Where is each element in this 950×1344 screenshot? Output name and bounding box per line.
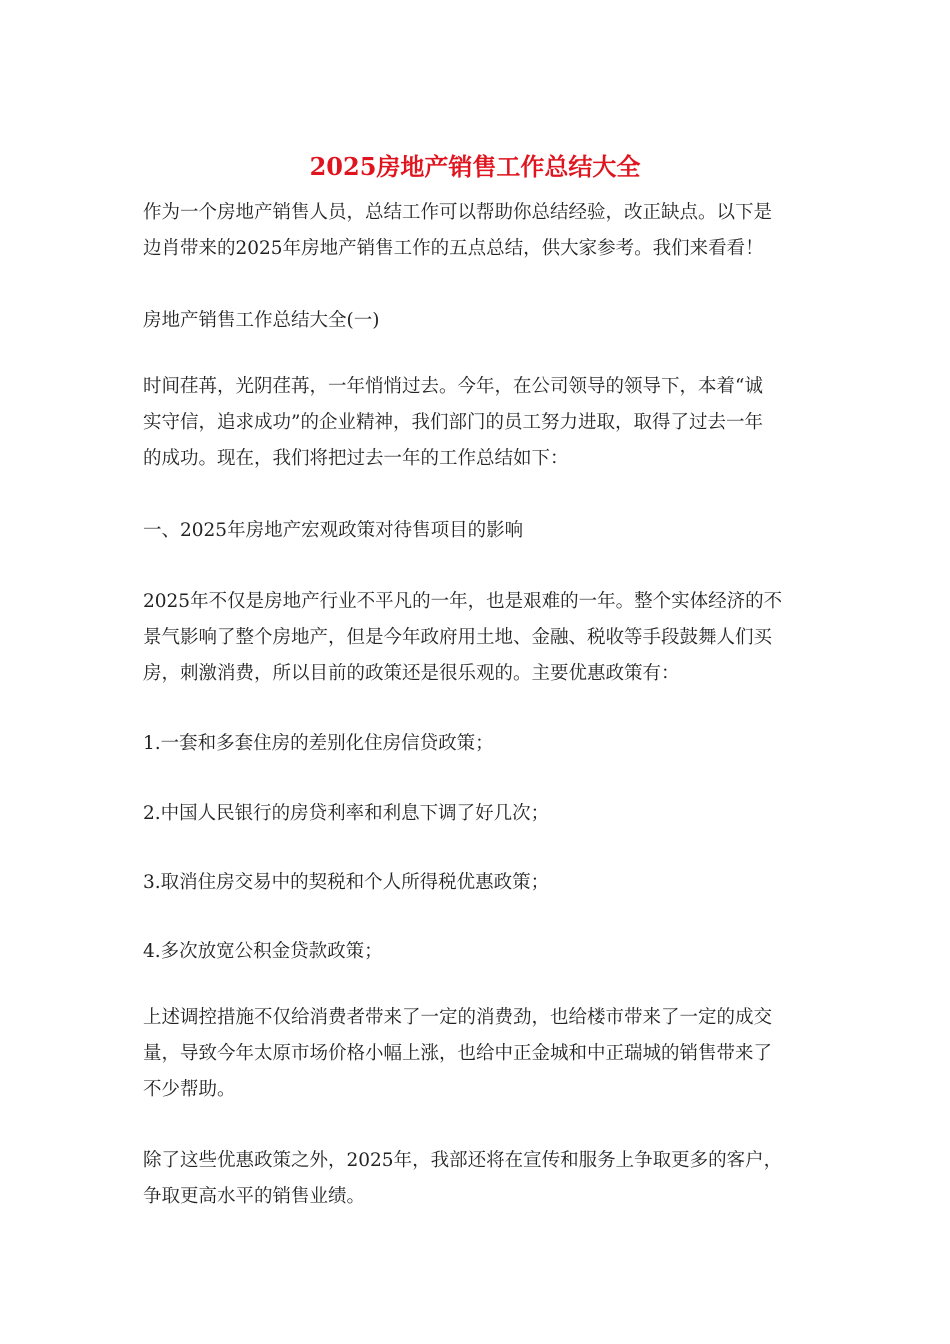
- effect-line: 不少帮助。: [143, 1079, 236, 1100]
- effect-line: 量，导致今年太原市场价格小幅上涨，也给中正金城和中正瑞城的销售带来了: [143, 1043, 773, 1064]
- policy-line: 景气影响了整个房地产，但是今年政府用土地、金融、税收等手段鼓舞人们买: [143, 627, 773, 648]
- policy-line: 房，刺激消费，所以目前的政策还是很乐观的。主要优惠政策有：: [143, 663, 680, 684]
- opening-line: 的成功。现在，我们将把过去一年的工作总结如下：: [143, 448, 569, 469]
- intro-line: 边肖带来的2025年房地产销售工作的五点总结，供大家参考。我们来看看！: [143, 238, 764, 259]
- policy-line: 2025年不仅是房地产行业不平凡的一年，也是艰难的一年。整个实体经济的不: [143, 591, 783, 612]
- closing-line: 除了这些优惠政策之外，2025年，我部还将在宣传和服务上争取更多的客户，: [143, 1150, 783, 1171]
- section-heading: 房地产销售工作总结大全(一): [143, 310, 380, 331]
- closing-paragraph: [143, 1143, 808, 1215]
- opening-line: 时间荏苒，光阴荏苒，一年悄悄过去。今年，在公司领导的领导下，本着“诚: [143, 376, 763, 397]
- policy-paragraph: [143, 584, 808, 692]
- policy-item-1: 1.一套和多套住房的差别化住房信贷政策；: [143, 733, 494, 754]
- effect-paragraph: [143, 1000, 808, 1108]
- policy-item-2: 2.中国人民银行的房贷利率和利息下调了好几次；: [143, 803, 550, 824]
- document-title: 2025房地产销售工作总结大全: [309, 152, 641, 181]
- opening-paragraph: [143, 369, 808, 477]
- policy-item-4: 4.多次放宽公积金贷款政策；: [143, 941, 383, 962]
- opening-line: 实守信，追求成功”的企业精神，我们部门的员工努力进取，取得了过去一年: [143, 412, 763, 433]
- subheading-policy-impact: 一、2025年房地产宏观政策对待售项目的影响: [143, 520, 524, 541]
- intro-paragraph: [143, 195, 808, 267]
- effect-line: 上述调控措施不仅给消费者带来了一定的消费劲，也给楼市带来了一定的成交: [143, 1007, 773, 1028]
- intro-line: 作为一个房地产销售人员，总结工作可以帮助你总结经验，改正缺点。以下是: [143, 202, 773, 223]
- policy-item-3: 3.取消住房交易中的契税和个人所得税优惠政策；: [143, 872, 550, 893]
- closing-line: 争取更高水平的销售业绩。: [143, 1186, 366, 1207]
